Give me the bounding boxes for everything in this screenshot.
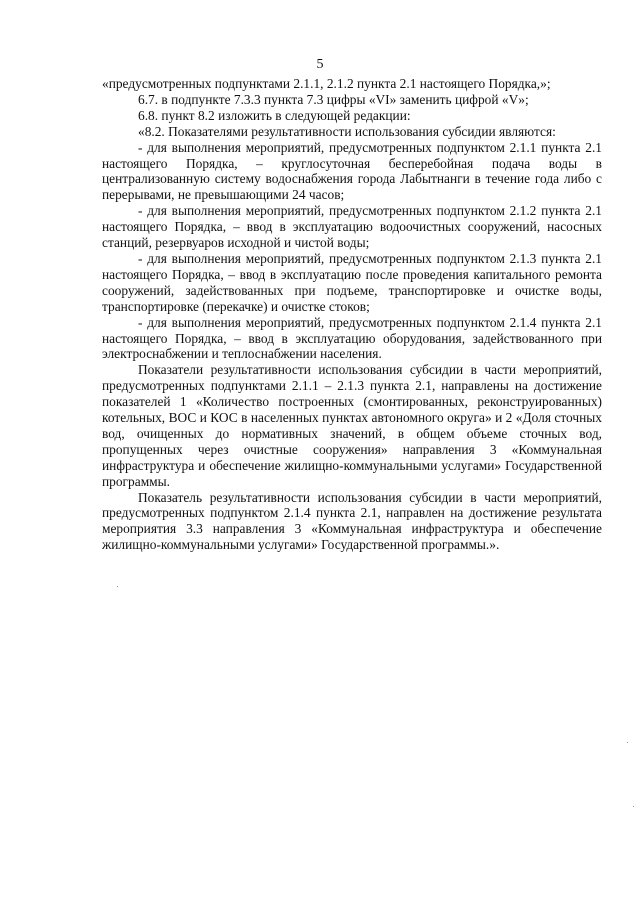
paragraph-indicator-2-1-1: - для выполнения мероприятий, предусмотренных подпунктом 2.1.1 пункта 2.1 настоящего Порядка, – круглосуточная бесперебойная подача воды в централизованную систему водоснабжения города Лабытнанги в течение года либо с перерывами, не превышающими 24 часов; xyxy=(102,139,602,203)
scan-speck xyxy=(117,586,118,587)
scan-speck xyxy=(627,742,628,743)
paragraph-indicator-result: Показатель результативности использования субсидии в части мероприятий, предусмотренных подпунктом 2.1.4 пункта 2.1, направлен на достижение результата мероприятия 3.3 направления 3 «Коммунальная инфраструктура и обеспечение жилищно-коммунальными услугами» Государственной программы.». xyxy=(102,489,602,553)
paragraph-indicator-2-1-4: - для выполнения мероприятий, предусмотренных подпунктом 2.1.4 пункта 2.1 настоящего Порядка, – ввод в эксплуатацию оборудования, задействованного при электроснабжении и теплоснабжении населения. xyxy=(102,314,602,362)
page-number: 5 xyxy=(316,57,324,72)
paragraph-indicator-2-1-2: - для выполнения мероприятий, предусмотренных подпунктом 2.1.2 пункта 2.1 настоящего Порядка, – ввод в эксплуатацию водоочистных сооружений, насосных станций, резервуаров исходной и чистой воды; xyxy=(102,203,602,251)
scan-speck xyxy=(633,806,634,807)
paragraph-continuation: «предусмотренных подпунктами 2.1.1, 2.1.2 пункта 2.1 настоящего Порядка,»; xyxy=(102,76,551,91)
paragraph-item-6-8: 6.8. пункт 8.2 изложить в следующей редакции: xyxy=(138,107,411,123)
paragraph-indicators-direction: Показатели результативности использования субсидии в части мероприятий, предусмотренных подпунктами 2.1.1 – 2.1.3 пункта 2.1, направлены на достижение показателей 1 «Количество построенных (смонтированных, реконструированных) котельных, ВОС и КОС в населенных пунктах автономного округа» и 2 «Доля сточных вод, очищенных до нормативных значений, в общем объеме сточных вод, пропущенных через очистные сооружения» направления 3 «Коммунальная инфраструктура и обеспечение жилищно-коммунальными услугами» Государственной программы. xyxy=(102,362,602,489)
paragraph-clause-8-2: «8.2. Показателями результативности использования субсидии являются: xyxy=(138,123,556,139)
paragraph-indicator-2-1-3: - для выполнения мероприятий, предусмотренных подпунктом 2.1.3 пункта 2.1 настоящего Порядка, – ввод в эксплуатацию после проведения капитального ремонта сооружений, задействованных при подъеме, транспортировке и очистке воды, транспортировке (перекачке) и очистке стоков; xyxy=(102,250,602,314)
document-body xyxy=(102,76,602,553)
paragraph-item-6-7: 6.7. в подпункте 7.3.3 пункта 7.3 цифры «VI» заменить цифрой «V»; xyxy=(138,91,529,107)
